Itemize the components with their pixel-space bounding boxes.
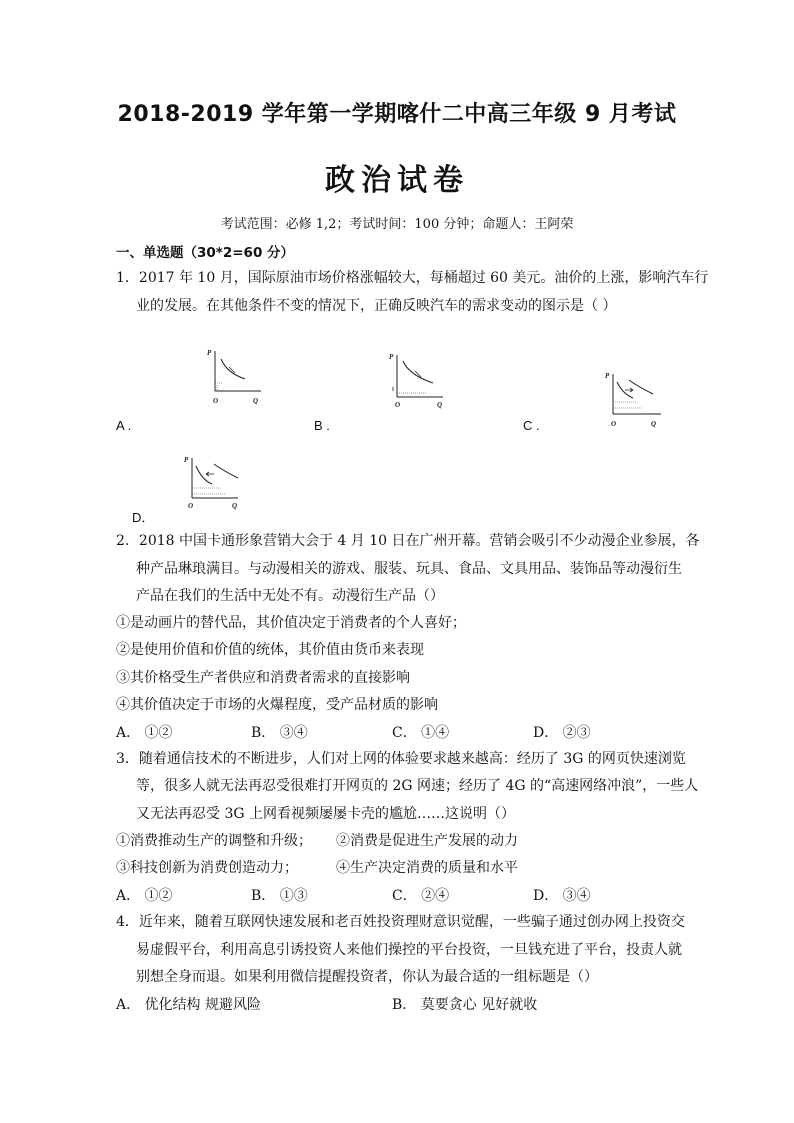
q1-line1: 1．2017 年 10 月，国际原油市场价格涨幅较大，每桶超过 60 美元。油价的上涨，影响汽车行 — [116, 270, 709, 286]
q3-option-c[interactable]: C． ②④ — [392, 888, 450, 904]
graph-b-p-label: P — [389, 353, 394, 361]
q3-option-a[interactable]: A． ①② — [116, 888, 173, 904]
q2-option-c[interactable]: C． ①④ — [392, 725, 450, 741]
graph-c-q-label: Q — [651, 420, 657, 428]
q1-option-c[interactable]: C . — [523, 418, 540, 433]
q2-option-b[interactable]: B． ③④ — [251, 725, 308, 741]
q4-line2: 易虚假平台，利用高息引诱投资人来他们操控的平台投资，一旦钱充进了平台，投责人就 — [136, 942, 682, 958]
q3-item3: ③科技创新为消费创造动力； — [116, 860, 298, 876]
q2-item1: ①是动画片的替代品，其价值决定于消费者的个人喜好； — [116, 615, 466, 631]
q2-line2: 种产品琳琅满目。与动漫相关的游戏、服装、玩具、食品、文具用品、装饰品等动漫衍生 — [136, 561, 682, 577]
q1-option-d[interactable]: D． — [132, 510, 155, 525]
graph-c-o-label: O — [611, 420, 617, 428]
graph-c — [603, 368, 665, 430]
q2-option-a[interactable]: A． ①② — [116, 725, 173, 741]
graph-a-q-label: Q — [253, 397, 259, 405]
q3-item4: ④生产决定消费的质量和水平 — [336, 860, 518, 876]
exam-subtitle: 政治试卷 — [325, 163, 469, 198]
q3-line3: 又无法再忍受 3G 上网看视频屡屡卡壳的尴尬……这说明（） — [136, 806, 515, 822]
graph-a-p-label: P — [207, 349, 212, 357]
graph-b-o-label: O — [395, 401, 401, 409]
q4-option-a[interactable]: A． 优化结构 规避风险 — [116, 997, 262, 1013]
graph-b — [387, 349, 449, 409]
q2-item2: ②是使用价值和价值的统体，其价值由货币来表现 — [116, 642, 424, 658]
q4-line3: 别想全身而退。如果利用微信提醒投资者，你认为最合适的一组标题是（） — [136, 969, 598, 985]
graph-a — [205, 345, 267, 405]
q3-item2: ②消费是促进生产发展的动力 — [336, 833, 518, 849]
q4-line1: 4．近年来，随着互联网快速发展和老百姓投资理财意识觉醒，一些骗子通过创办网上投资交 — [116, 914, 685, 930]
q3-line1: 3．随着通信技术的不断进步，人们对上网的体验要求越来越高：经历了 3G 的网页快速浏览 — [116, 751, 686, 767]
graph-b-q-label: Q — [437, 401, 443, 409]
graph-c-p-label: P — [605, 372, 610, 380]
graph-d-o-label: O — [188, 502, 194, 510]
q2-item4: ④其价值决定于市场的火爆程度，受产品材质的影响 — [116, 697, 438, 713]
q3-line2: 等，很多人就无法再忍受很难打开网页的 2G 网速；经历了 4G 的“高速网络冲浪”，一些人 — [136, 778, 699, 794]
q3-option-b[interactable]: B． ①③ — [251, 888, 308, 904]
graph-d — [180, 452, 244, 510]
q1-option-a[interactable]: A . — [116, 418, 132, 433]
section-heading: 一、单选题（30*2=60 分） — [116, 245, 295, 261]
q2-line3: 产品在我们的生活中无处不有。动漫衍生产品（） — [136, 588, 444, 604]
q3-option-d[interactable]: D． ③④ — [533, 888, 591, 904]
q4-option-b[interactable]: B． 莫要贪心 见好就收 — [392, 997, 538, 1013]
graph-d-p-label: P — [184, 456, 189, 464]
q2-item3: ③其价格受生产者供应和消费者需求的直接影响 — [116, 670, 410, 686]
exam-meta: 考试范围：必修 1,2；考试时间：100 分钟；命题人：王阿荣 — [220, 217, 574, 232]
exam-title: 2018-2019 学年第一学期喀什二中高三年级 9 月考试 — [117, 102, 677, 127]
q2-line1: 2．2018 中国卡通形象营销大会于 4 月 10 日在广州开幕。营销会吸引不少动漫企业参展，各 — [116, 533, 700, 549]
q3-item1: ①消费推动生产的调整和升级； — [116, 833, 312, 849]
graph-d-q-label: Q — [232, 502, 238, 510]
q1-option-b[interactable]: B . — [314, 418, 330, 433]
q2-option-d[interactable]: D． ②③ — [533, 725, 591, 741]
graph-a-o-label: O — [213, 397, 219, 405]
q1-line2: 业的发展。在其他条件不变的情况下，正确反映汽车的需求变动的图示是（ ） — [136, 298, 617, 314]
